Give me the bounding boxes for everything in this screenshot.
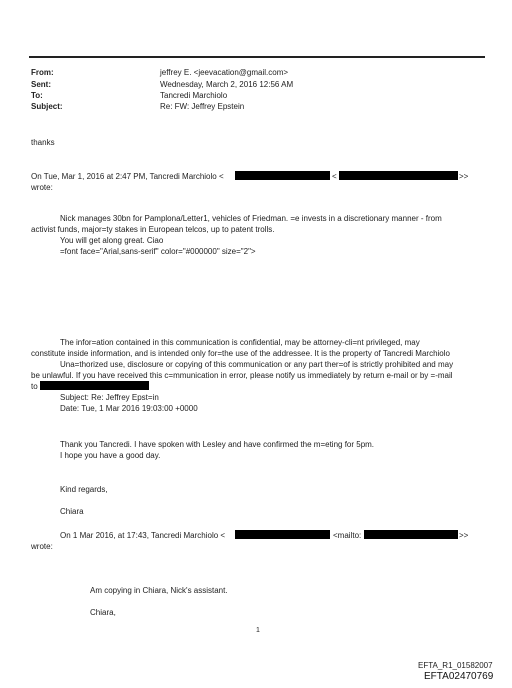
paragraph-line: Nick manages 30bn for Pamplona/Letter1, vehicles of Friedman. =e invests in a discretionary manner - from (60, 214, 442, 223)
sent-label: Sent: (31, 80, 51, 89)
disclaimer-line: to (31, 382, 38, 391)
quote2-header: On 1 Mar 2016, at 17:43, Tancredi Marchiolo < (60, 531, 226, 540)
document-id: EFTA_R1_01582007 (418, 661, 493, 670)
from-value: jeffrey E. <jeevacation@gmail.com> (160, 68, 289, 77)
quote2-wrote: wrote: (31, 542, 53, 551)
redaction-box (235, 171, 330, 180)
to-value: Tancredi Marchiolo (160, 91, 228, 100)
quote2-suffix: >> (459, 531, 469, 540)
forwarded-subject: Subject: Re: Jeffrey Epst=in (60, 393, 159, 402)
from-label: From: (31, 68, 54, 77)
message-line: Chiara, (90, 608, 116, 617)
to-label: To: (31, 91, 43, 100)
signature: Chiara (60, 507, 84, 516)
disclaimer-line: constitute inside information, and is intended only for=the use of the addressee. It is the property of Tancredi Marchiolo (31, 349, 450, 358)
paragraph-line: You will get along great. Ciao (60, 236, 164, 245)
paragraph-line: =font face="Arial,sans-serif" color="#000000" size="2"> (60, 247, 256, 256)
paragraph-line: activist funds, major=ty stakes in European telcos, up to patent trolls. (31, 225, 275, 234)
header-divider (29, 56, 485, 58)
disclaimer-line: be unlawful. If you have received this c=mmunication in error, please notify us immediately by return e-mail or by =-mail (31, 371, 453, 380)
redaction-box (364, 530, 458, 539)
closing: Kind regards, (60, 485, 108, 494)
redaction-box (235, 530, 330, 539)
message-line: I hope you have a good day. (60, 451, 161, 460)
page-number: 1 (256, 627, 260, 634)
document-id: EFTA02470769 (424, 671, 494, 682)
message-line: Thank you Tancredi. I have spoken with Lesley and have confirmed the m=eting for 5pm. (60, 440, 375, 449)
quote1-wrote: wrote: (31, 183, 53, 192)
reply-text: thanks (31, 138, 55, 147)
disclaimer-line: Una=thorized use, disclosure or copying of this communication or any part ther=of is strictly prohibited and may (60, 360, 454, 369)
disclaimer-line: The infor=ation contained in this communication is confidential, may be attorney-cli=nt privileged, may (60, 338, 420, 347)
subject-value: Re: FW: Jeffrey Epstein (160, 102, 245, 111)
forwarded-date: Date: Tue, 1 Mar 2016 19:03:00 +0000 (60, 404, 198, 413)
subject-label: Subject: (31, 102, 63, 111)
sent-value: Wednesday, March 2, 2016 12:56 AM (160, 80, 294, 89)
quote1-suffix: >> (459, 172, 469, 181)
quote2-mailto: <mailto: (333, 531, 362, 540)
quote1-header: On Tue, Mar 1, 2016 at 2:47 PM, Tancredi Marchiolo < (31, 172, 224, 181)
redaction-box (339, 171, 458, 180)
message-line: Am copying in Chiara, Nick's assistant. (90, 586, 228, 595)
quote1-bracket: < (332, 172, 337, 181)
redaction-box (40, 381, 149, 390)
